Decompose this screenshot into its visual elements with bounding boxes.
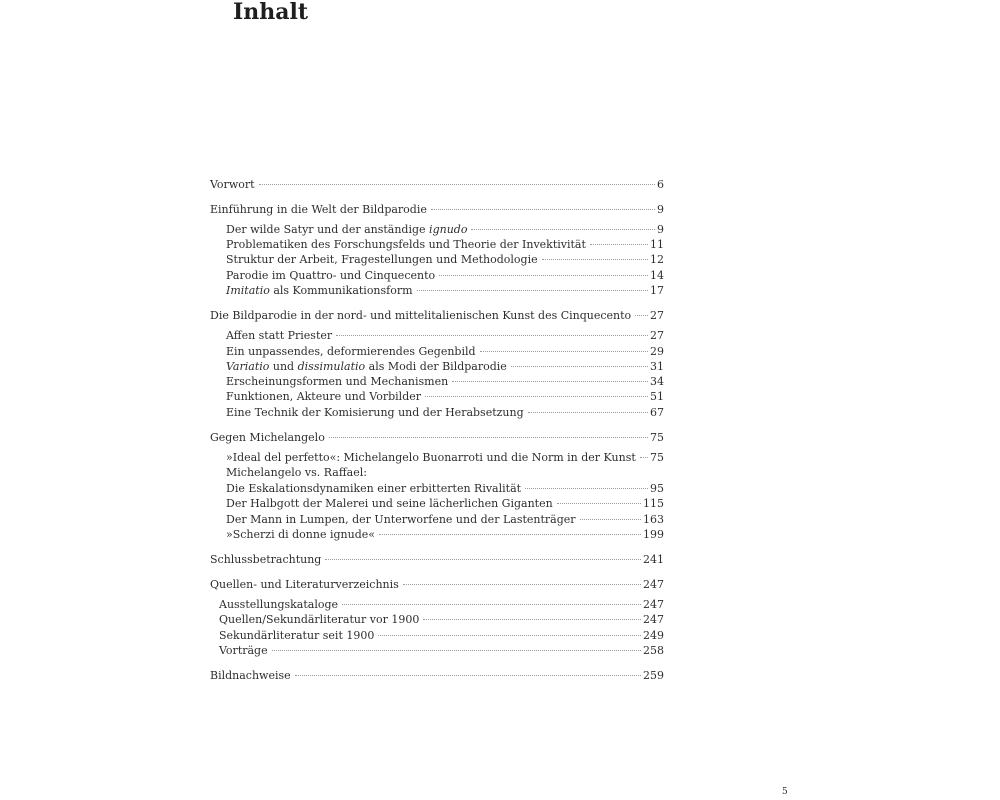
toc-subentry <box>226 252 664 268</box>
leader-dots <box>423 619 641 620</box>
toc-entry <box>210 577 664 593</box>
leader-dots <box>403 584 641 585</box>
toc-entry-page: 12 <box>650 253 664 266</box>
toc-entry-page: 249 <box>643 629 664 642</box>
leader-dots <box>425 396 648 397</box>
toc-entry <box>210 177 664 193</box>
page-number: 5 <box>782 787 788 797</box>
toc-entry-title: »Ideal del perfetto«: Michelangelo Buonarroti und die Norm in der Kunst <box>226 451 636 464</box>
leader-dots <box>590 244 648 245</box>
toc-entry-title: Ein unpassendes, deformierendes Gegenbild <box>226 345 476 358</box>
leader-dots <box>272 650 641 651</box>
leader-dots <box>329 437 648 438</box>
toc-entry-page: 17 <box>650 284 664 297</box>
toc-entry-title: Gegen Michelangelo <box>210 431 325 444</box>
toc-entry-page: 9 <box>657 223 664 236</box>
toc-subentry <box>226 237 664 253</box>
toc-subentry <box>226 450 664 466</box>
toc-entry-page: 115 <box>643 497 664 510</box>
leader-dots <box>557 503 641 504</box>
toc-subentry <box>226 374 664 390</box>
toc-entry-page: 6 <box>657 178 664 191</box>
toc-subentry <box>226 496 664 512</box>
toc-entry-page: 247 <box>643 598 664 611</box>
leader-dots <box>378 635 641 636</box>
toc-subentry <box>226 359 664 375</box>
toc-entry-page: 29 <box>650 345 664 358</box>
toc-subentry <box>226 465 664 481</box>
toc-entry-page: 241 <box>643 553 664 566</box>
leader-dots <box>471 229 655 230</box>
toc-entry <box>210 202 664 218</box>
toc-entry-page: 14 <box>650 269 664 282</box>
toc-entry-page: 51 <box>650 390 664 403</box>
toc-entry <box>210 668 664 684</box>
toc-entry-title: Ausstellungskataloge <box>219 598 339 611</box>
toc-entry-title: Michelangelo vs. Raffael: <box>226 466 367 479</box>
toc-subentry <box>226 512 664 528</box>
toc-entry-title: Erscheinungsformen und Mechanismen <box>226 375 449 388</box>
toc-entry-title: Quellen/Sekundärliteratur vor 1900 <box>219 613 420 626</box>
toc-entry-page: 259 <box>643 669 664 682</box>
toc-entry-title: Die Bildparodie in der nord- und mittelitalienischen Kunst des Cinquecento <box>210 309 632 322</box>
toc-entry-page: 199 <box>643 528 664 541</box>
toc-entry-page: 27 <box>650 309 664 322</box>
toc-subentry <box>219 643 664 659</box>
toc-entry-page: 11 <box>650 238 664 251</box>
toc-entry-title: Affen statt Priester <box>226 329 333 342</box>
toc-subentry <box>226 222 664 238</box>
toc-entry-page: 67 <box>650 406 664 419</box>
toc-entry-page: 247 <box>643 578 664 591</box>
leader-dots <box>379 534 641 535</box>
toc-entry-title: Parodie im Quattro- und Cinquecento <box>226 269 436 282</box>
toc-entry <box>210 308 664 324</box>
toc-entry-title: Imitatio als Kommunikationsform <box>226 284 413 297</box>
toc-subentry <box>219 597 664 613</box>
leader-dots <box>635 315 648 316</box>
leader-dots <box>431 209 655 210</box>
leader-dots <box>439 275 648 276</box>
leader-dots <box>525 488 648 489</box>
toc-subentry <box>226 389 664 405</box>
toc-entry-title: Problematiken des Forschungsfelds und Theorie der Invektivität <box>226 238 586 251</box>
toc-entry <box>210 430 664 446</box>
toc-entry-title: Eine Technik der Komisierung und der Herabsetzung <box>226 406 524 419</box>
toc-entry-title: Sekundärliteratur seit 1900 <box>219 629 375 642</box>
leader-dots <box>417 290 648 291</box>
toc-subentry <box>226 405 664 421</box>
toc-entry-title: Vorwort <box>210 178 255 191</box>
toc-entry-page: 95 <box>650 482 664 495</box>
toc-entry-title: Vorträge <box>219 644 268 657</box>
toc-entry-page: 31 <box>650 360 664 373</box>
toc-entry-title: Der Mann in Lumpen, der Unterworfene und der Lastenträger <box>226 513 576 526</box>
toc-entry <box>210 552 664 568</box>
toc-entry-page: 75 <box>650 451 664 464</box>
toc-subentry <box>226 527 664 543</box>
toc-entry-title: Die Eskalationsdynamiken einer erbitterten Rivalität <box>226 482 522 495</box>
toc-entry-title: »Scherzi di donne ignude« <box>226 528 375 541</box>
leader-dots <box>259 184 655 185</box>
toc-subentry <box>226 481 664 497</box>
leader-dots <box>295 675 641 676</box>
leader-dots <box>511 366 648 367</box>
leader-dots <box>336 335 648 336</box>
toc-entry-title: Der wilde Satyr und der anständige ignudo <box>226 223 468 236</box>
toc-entry-title: Bildnachweise <box>210 669 291 682</box>
toc-entry-title: Quellen- und Literaturverzeichnis <box>210 578 399 591</box>
leader-dots <box>325 559 641 560</box>
page-title: Inhalt <box>233 0 309 25</box>
toc-subentry <box>226 328 664 344</box>
toc-subentry <box>219 628 664 644</box>
leader-dots <box>480 351 648 352</box>
toc-entry-page: 34 <box>650 375 664 388</box>
toc-subentry <box>226 268 664 284</box>
leader-dots <box>542 259 648 260</box>
leader-dots <box>452 381 648 382</box>
leader-dots <box>580 519 641 520</box>
toc-entry-page: 247 <box>643 613 664 626</box>
toc-entry-title: Schlussbetrachtung <box>210 553 322 566</box>
leader-dots <box>342 604 641 605</box>
leader-dots <box>640 457 648 458</box>
toc-entry-title: Der Halbgott der Malerei und seine lächerlichen Giganten <box>226 497 553 510</box>
toc-entry-page: 258 <box>643 644 664 657</box>
toc-entry-page: 27 <box>650 329 664 342</box>
toc-subentry <box>226 344 664 360</box>
toc-entry-title: Einführung in die Welt der Bildparodie <box>210 203 427 216</box>
toc-entry-page: 163 <box>643 513 664 526</box>
toc-entry-page: 9 <box>657 203 664 216</box>
leader-dots <box>528 412 648 413</box>
toc-subentry <box>226 283 664 299</box>
toc-entry-page: 75 <box>650 431 664 444</box>
toc-entry-title: Funktionen, Akteure und Vorbilder <box>226 390 421 403</box>
toc-subentry <box>219 612 664 628</box>
toc-entry-title: Variatio und dissimulatio als Modi der Bildparodie <box>226 360 507 373</box>
toc-entry-title: Struktur der Arbeit, Fragestellungen und Methodologie <box>226 253 538 266</box>
